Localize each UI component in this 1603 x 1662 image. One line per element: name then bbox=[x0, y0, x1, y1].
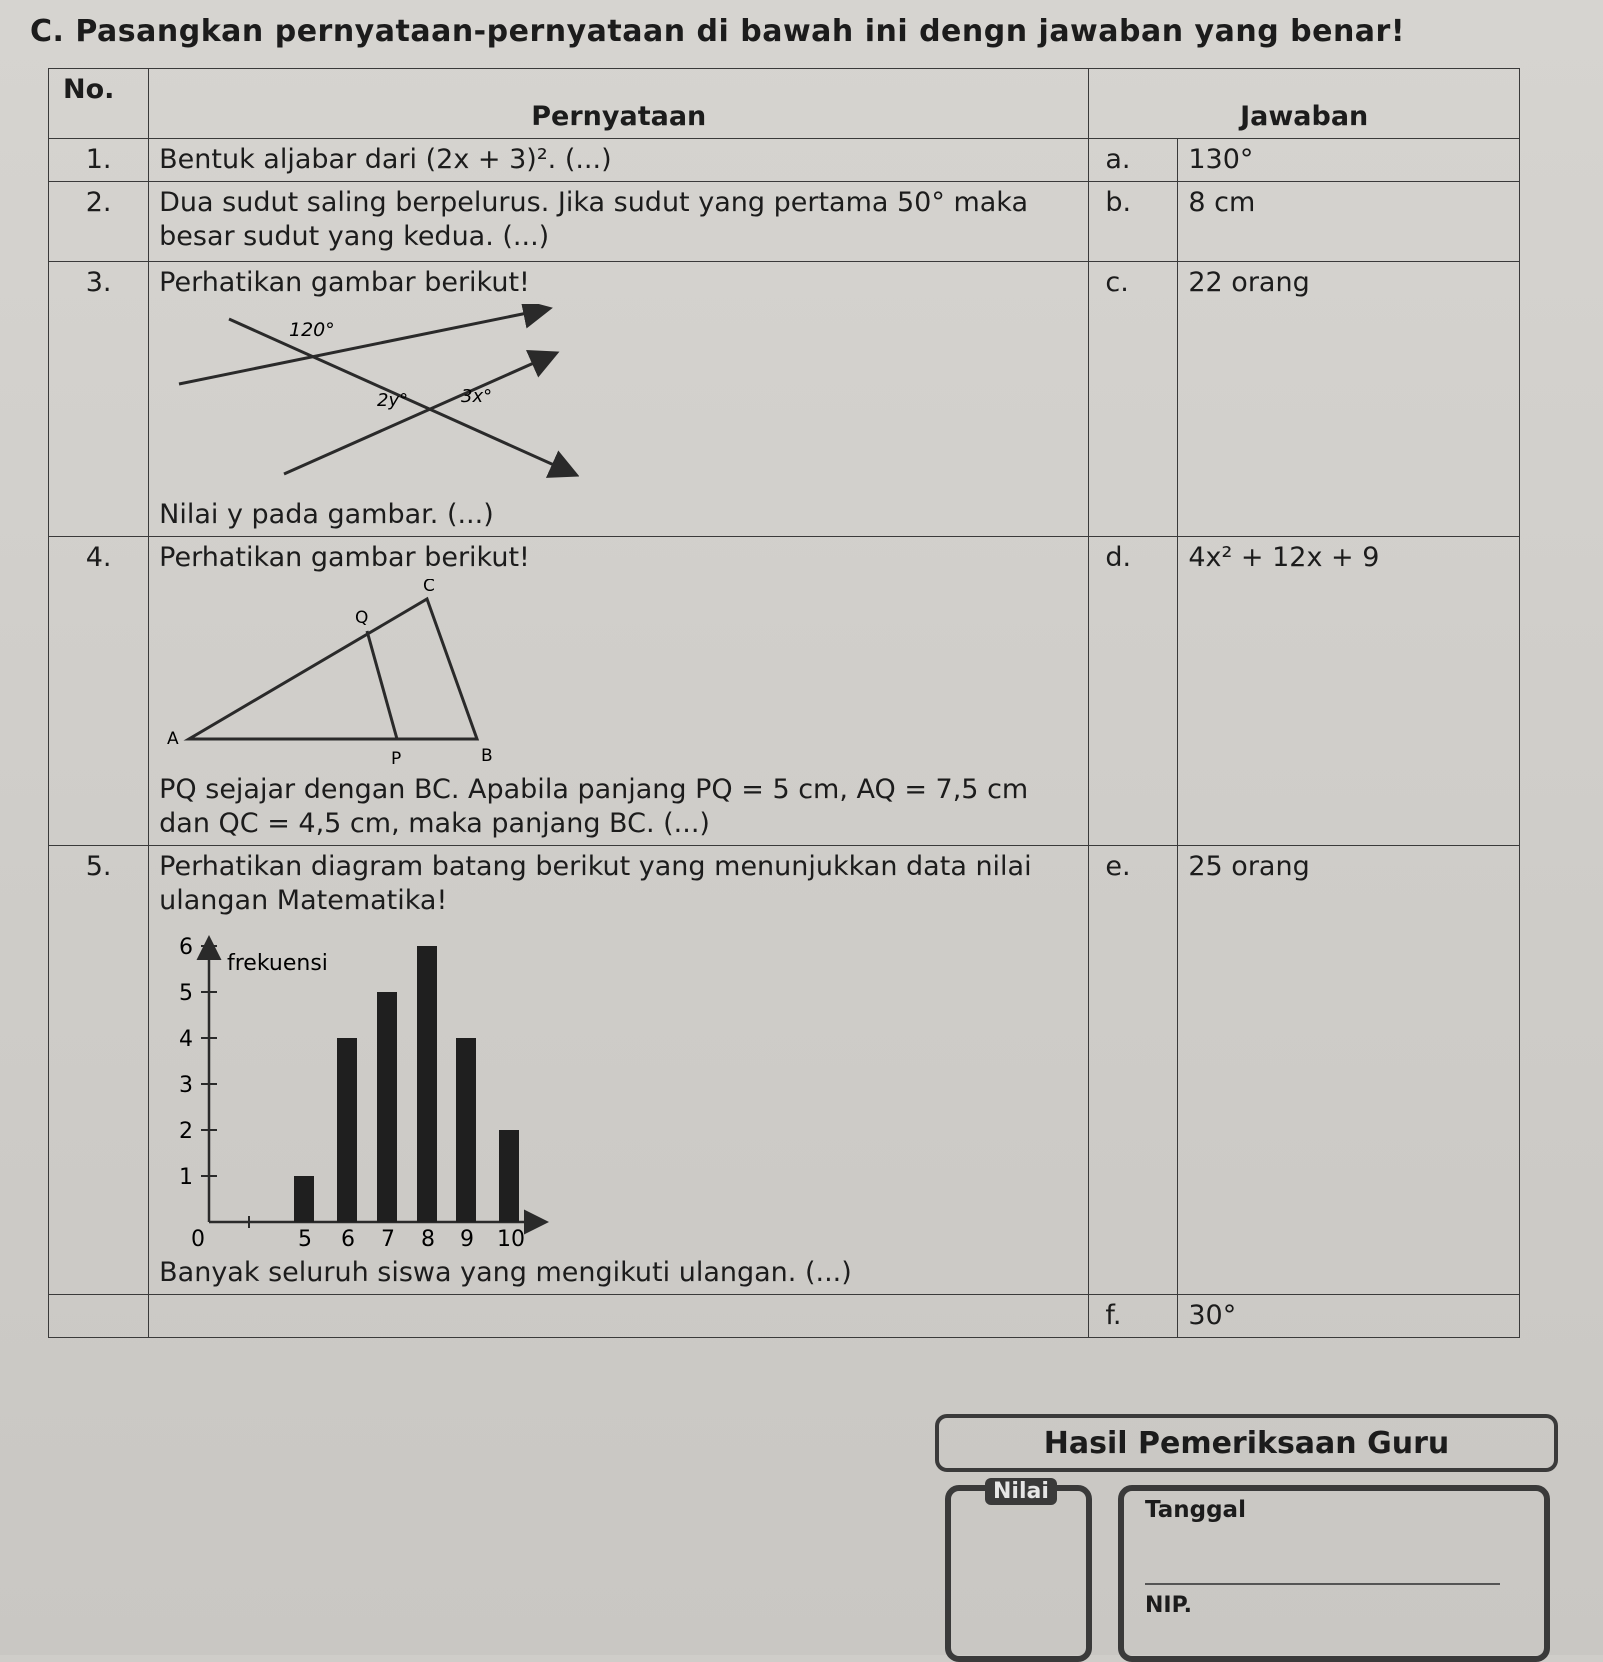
answer-letter: f. bbox=[1089, 1295, 1178, 1338]
y-tick-label: 2 bbox=[179, 1119, 194, 1144]
matching-table bbox=[48, 68, 1520, 1338]
answer-letter: a. bbox=[1089, 139, 1178, 182]
vertex-label-b: B bbox=[481, 746, 493, 766]
parallel-line-bottom bbox=[284, 354, 554, 474]
section-title: C. Pasangkan pernyataan-pernyataan di bawah ini dengn jawaban yang benar! bbox=[30, 14, 1406, 49]
question-text: Banyak seluruh siswa yang mengikuti ulangan. (...) bbox=[159, 1257, 852, 1288]
y-tick-label: 6 bbox=[179, 935, 194, 960]
y-tick-label: 1 bbox=[179, 1165, 194, 1190]
statement-text bbox=[149, 1295, 1089, 1338]
answer-letter: b. bbox=[1089, 182, 1178, 262]
bar bbox=[337, 1038, 357, 1222]
answer-letter: e. bbox=[1089, 846, 1178, 1295]
statement-cell bbox=[149, 262, 1089, 537]
y-axis-label: frekuensi bbox=[227, 951, 329, 976]
statement-text: Perhatikan gambar berikut! bbox=[159, 267, 530, 298]
statement-text: Perhatikan gambar berikut! bbox=[159, 542, 530, 573]
bar bbox=[499, 1130, 519, 1222]
answer-text: 4x² + 12x + 9 bbox=[1178, 537, 1520, 846]
x-tick-label: 7 bbox=[381, 1227, 396, 1252]
hasil-title: Hasil Pemeriksaan Guru bbox=[1043, 1425, 1450, 1461]
y-tick-label: 5 bbox=[179, 981, 194, 1006]
answer-text: 8 cm bbox=[1178, 182, 1520, 262]
angle-label-left: 2y° bbox=[377, 390, 409, 411]
table-header-row bbox=[49, 69, 1520, 139]
table-row bbox=[49, 1295, 1520, 1338]
x-tick-label: 10 bbox=[497, 1227, 526, 1252]
bar-chart bbox=[159, 922, 559, 1252]
triangle-abc bbox=[189, 599, 477, 739]
table-row bbox=[49, 262, 1520, 537]
row-number bbox=[49, 1295, 149, 1338]
header-no: No. bbox=[49, 69, 149, 139]
bar bbox=[294, 1176, 314, 1222]
x-tick-label: 0 bbox=[191, 1227, 206, 1252]
tanggal-label: Tanggal bbox=[1145, 1497, 1246, 1523]
header-answer: Jawaban bbox=[1089, 69, 1520, 139]
angle-label-top: 120° bbox=[289, 319, 335, 341]
x-tick-label: 9 bbox=[460, 1227, 475, 1252]
parallel-lines-figure bbox=[159, 304, 579, 494]
vertex-label-c: C bbox=[423, 579, 436, 596]
question-text: PQ sejajar dengan BC. Apabila panjang PQ = 5 cm, AQ = 7,5 cm dan QC = 4,5 cm, maka panjang BC. (...) bbox=[159, 774, 1029, 839]
hasil-pemeriksaan-box bbox=[935, 1414, 1558, 1472]
nilai-label: Nilai bbox=[985, 1478, 1057, 1505]
tanggal-underline bbox=[1145, 1583, 1500, 1585]
header-statement: Pernyataan bbox=[149, 69, 1089, 139]
bar bbox=[417, 946, 437, 1222]
bar bbox=[377, 992, 397, 1222]
row-number: 2. bbox=[49, 182, 149, 262]
answer-text: 30° bbox=[1178, 1295, 1520, 1338]
answer-text: 25 orang bbox=[1178, 846, 1520, 1295]
answer-text: 22 orang bbox=[1178, 262, 1520, 537]
y-tick-label: 4 bbox=[179, 1027, 194, 1052]
angle-label-right: 3x° bbox=[461, 386, 493, 407]
vertex-label-a: A bbox=[167, 729, 179, 749]
point-label-p: P bbox=[391, 749, 402, 769]
bar bbox=[456, 1038, 476, 1222]
row-number: 4. bbox=[49, 537, 149, 846]
statement-cell bbox=[149, 537, 1089, 846]
nip-label: NIP. bbox=[1145, 1593, 1193, 1618]
answer-letter: d. bbox=[1089, 537, 1178, 846]
y-tick-label: 3 bbox=[179, 1073, 194, 1098]
row-number: 3. bbox=[49, 262, 149, 537]
answer-letter: c. bbox=[1089, 262, 1178, 537]
row-number: 1. bbox=[49, 139, 149, 182]
point-label-q: Q bbox=[355, 608, 369, 628]
question-text: Nilai y pada gambar. (...) bbox=[159, 499, 494, 530]
x-tick-label: 8 bbox=[421, 1227, 436, 1252]
table-row bbox=[49, 182, 1520, 262]
row-number: 5. bbox=[49, 846, 149, 1295]
table-row bbox=[49, 537, 1520, 846]
table-row bbox=[49, 139, 1520, 182]
segment-pq bbox=[367, 631, 397, 739]
statement-text: Dua sudut saling berpelurus. Jika sudut yang pertama 50° maka besar sudut yang kedua. (...) bbox=[149, 182, 1089, 262]
triangle-figure bbox=[159, 579, 519, 769]
statement-text: Perhatikan diagram batang berikut yang menunjukkan data nilai ulangan Matematika! bbox=[159, 851, 1032, 916]
x-tick-label: 5 bbox=[298, 1227, 313, 1252]
answer-text: 130° bbox=[1178, 139, 1520, 182]
statement-cell bbox=[149, 846, 1089, 1295]
nilai-box bbox=[945, 1485, 1092, 1662]
table-row bbox=[49, 846, 1520, 1295]
x-tick-label: 6 bbox=[341, 1227, 356, 1252]
statement-text: Bentuk aljabar dari (2x + 3)². (...) bbox=[149, 139, 1089, 182]
